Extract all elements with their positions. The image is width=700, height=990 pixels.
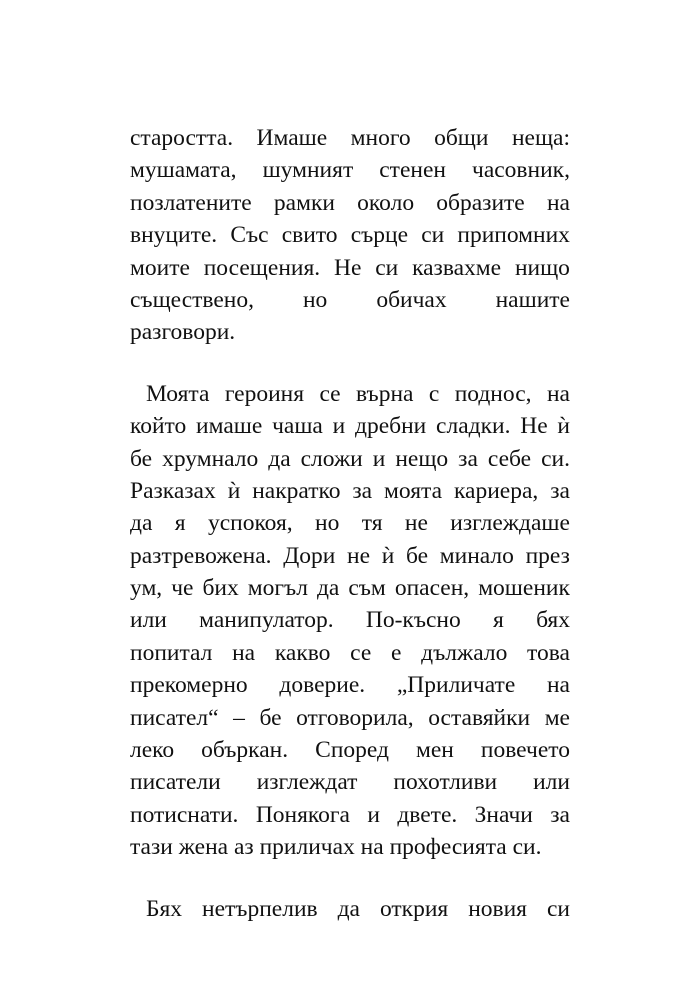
word: обичах (376, 286, 447, 313)
word: похотливи (393, 769, 498, 796)
word: писатели (130, 769, 221, 796)
text-line (130, 378, 570, 410)
word: върна (356, 380, 414, 407)
word: казвахме (412, 254, 502, 281)
word: имаше (196, 413, 263, 440)
text-line (130, 122, 570, 154)
word: да (337, 895, 360, 922)
word: много (350, 125, 411, 151)
word: попитал (130, 639, 213, 666)
word: си (375, 254, 399, 281)
word: мен (415, 737, 454, 764)
word: кариера, (453, 477, 539, 504)
word: ѝ (557, 413, 570, 440)
word: Дори (283, 542, 336, 569)
word: мошеник (478, 575, 570, 602)
word: тази (130, 834, 179, 861)
word: леко (130, 737, 175, 764)
text-line (130, 734, 570, 766)
text-line (130, 799, 570, 831)
text-line (130, 154, 570, 186)
word: съществено, (130, 286, 254, 313)
text-line (130, 637, 570, 669)
word: – (233, 704, 245, 731)
word: Значи (474, 801, 533, 828)
word: нищо (514, 254, 570, 281)
word: за (550, 801, 570, 828)
word: бях (536, 607, 570, 634)
paragraph (130, 378, 570, 864)
text-line (130, 540, 570, 572)
word: Понякога (255, 801, 350, 828)
word: дребни (355, 413, 427, 440)
word: или (533, 769, 570, 796)
text-line (130, 252, 570, 284)
word: стенен (379, 157, 446, 184)
body-text (130, 122, 570, 925)
word: внуците. (130, 222, 218, 249)
word: прекомерно (130, 672, 248, 699)
word: на (546, 380, 570, 407)
word: аз (233, 834, 260, 861)
word: новия (468, 895, 527, 922)
word: нашите (495, 286, 570, 313)
word: нещо (395, 445, 449, 472)
word: се (319, 380, 341, 407)
word: това (527, 639, 570, 666)
word: Бях (146, 895, 183, 922)
word: съм (348, 575, 386, 602)
word: дължало (421, 639, 508, 666)
word: моите (130, 254, 190, 281)
word: но (302, 286, 328, 313)
word: за (550, 477, 570, 504)
word: припомних (457, 222, 570, 249)
word: объркан. (201, 737, 289, 764)
word: за (458, 445, 478, 472)
word: старостта. (130, 125, 234, 151)
word: шумният (262, 157, 354, 184)
word: и (372, 445, 386, 472)
word: какво (274, 639, 331, 666)
word: доверие. (279, 672, 366, 699)
word: или (130, 607, 167, 634)
word: сърце (350, 222, 409, 249)
word: да (316, 575, 340, 602)
word: жена (178, 834, 234, 861)
word: около (357, 189, 415, 216)
word: манипулатор. (199, 607, 334, 634)
word: ме (544, 704, 570, 731)
word: и (332, 413, 346, 440)
word: позлатените (130, 189, 252, 216)
word: я (174, 510, 186, 537)
word: си. (512, 834, 542, 861)
word: бих (202, 575, 239, 602)
word: и (367, 801, 380, 828)
word: си (546, 895, 570, 922)
word: бе (130, 445, 153, 472)
text-line (130, 187, 570, 219)
word: изглеждаше (450, 510, 570, 537)
word: По-късно (365, 607, 461, 634)
word: сложи (300, 445, 363, 472)
word: ѝ (227, 477, 241, 504)
word: не (404, 510, 428, 537)
text-line (130, 443, 570, 475)
text-line (130, 604, 570, 636)
word: посещения. (203, 254, 321, 281)
word: открия (379, 895, 449, 922)
word: си. (541, 445, 570, 472)
word: общи (434, 125, 489, 151)
word: Не (520, 413, 548, 440)
word: Моята (146, 380, 210, 407)
text-line (130, 669, 570, 701)
text-line (130, 702, 570, 734)
word: хрумнало (162, 445, 259, 472)
word: на (232, 639, 256, 666)
word: потиснати. (130, 801, 239, 828)
paragraph-gap (130, 864, 570, 893)
word: успокоя, (207, 510, 293, 537)
word: ѝ (381, 542, 395, 569)
text-line (130, 572, 570, 604)
word: бе (406, 542, 429, 569)
word: накратко (252, 477, 341, 504)
text-line (130, 219, 570, 251)
word: писател“ (130, 704, 219, 731)
text-line (130, 893, 570, 925)
text-line (130, 766, 570, 798)
word: мушамата, (130, 157, 237, 184)
word: чаша (272, 413, 323, 440)
word: Имаше (256, 125, 328, 151)
word: нетърпелив (202, 895, 318, 922)
text-line (130, 410, 570, 442)
word: моята (384, 477, 443, 504)
word: опасен, (394, 575, 470, 602)
word: е (391, 639, 402, 666)
word: тя (361, 510, 383, 537)
word: минало (439, 542, 514, 569)
word: рамки (273, 189, 335, 216)
word: ум, (130, 575, 163, 602)
word: Със (230, 222, 269, 249)
text-line (130, 316, 570, 348)
word: Не (333, 254, 362, 281)
word: героиня (224, 380, 305, 407)
word: бе (259, 704, 282, 731)
word: с (428, 380, 440, 407)
word: могъл (247, 575, 308, 602)
word: разтревожена. (130, 542, 272, 569)
word: през (525, 542, 570, 569)
word: се (350, 639, 372, 666)
paragraph (130, 122, 570, 349)
word: я (493, 607, 504, 634)
word: неща: (511, 125, 570, 151)
word: Според (315, 737, 389, 764)
word: си (421, 222, 445, 249)
word: „Приличате (396, 672, 516, 699)
word: да (268, 445, 291, 472)
word: разговори. (130, 319, 236, 346)
word: не (347, 542, 371, 569)
word: себе (487, 445, 532, 472)
word: на (360, 834, 390, 861)
word: свито (281, 222, 338, 249)
word: за (352, 477, 373, 504)
word: сладки. (436, 413, 511, 440)
paragraph-gap (130, 349, 570, 378)
word: приличах (259, 834, 361, 861)
word: Разказах (130, 477, 216, 504)
paragraph (130, 893, 570, 925)
word: часовник, (472, 157, 570, 184)
word: образите (436, 189, 525, 216)
text-line (130, 831, 570, 863)
text-line (130, 284, 570, 316)
word: оставяйки (428, 704, 531, 731)
word: на (546, 672, 570, 699)
word: двете. (397, 801, 458, 828)
word: на (546, 189, 570, 216)
text-line (130, 507, 570, 539)
word: но (315, 510, 340, 537)
word: изглеждат (256, 769, 358, 796)
word: професията (389, 834, 513, 861)
word: да (130, 510, 153, 537)
word: поднос, (454, 380, 532, 407)
text-line (130, 475, 570, 507)
word: повечето (480, 737, 570, 764)
word: отговорила, (296, 704, 414, 731)
word: че (171, 575, 194, 602)
word: който (130, 413, 187, 440)
